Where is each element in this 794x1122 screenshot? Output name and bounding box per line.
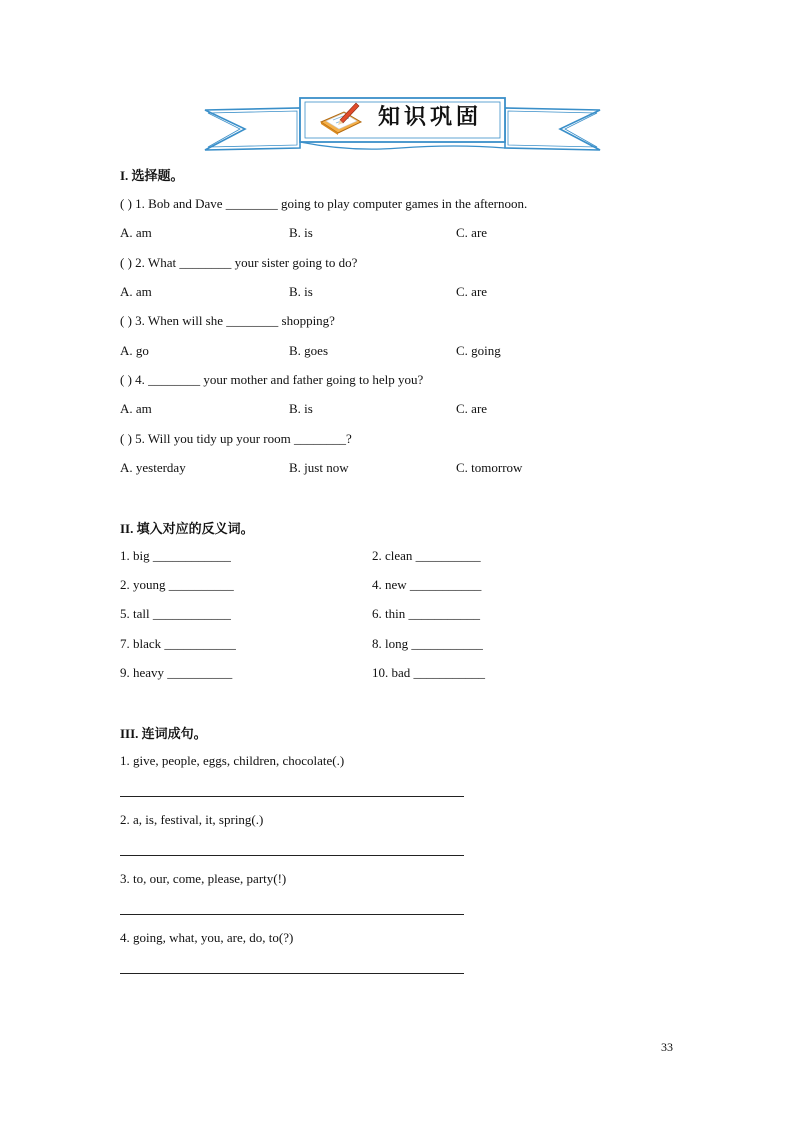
question-3: ( ) 3. When will she ________ shopping?: [120, 313, 335, 328]
notebook-pencil-icon: [318, 100, 364, 136]
option-a: A. am: [120, 284, 152, 299]
page-number: 33: [661, 1040, 673, 1054]
antonym-item: 6. thin ___________: [372, 606, 480, 621]
option-c: C. going: [456, 343, 501, 358]
option-c: C. are: [456, 284, 488, 299]
option-c: C. are: [456, 225, 488, 240]
antonym-item: 2. young __________: [120, 577, 234, 592]
option-a: A. am: [120, 401, 152, 416]
sentence-prompt-2: 2. a, is, festival, it, spring(.): [120, 812, 264, 827]
question-5: ( ) 5. Will you tidy up your room ________?: [120, 431, 352, 446]
option-a: A. am: [120, 225, 152, 240]
question-1: ( ) 1. Bob and Dave ________ going to play computer games in the afternoon.: [120, 196, 528, 211]
option-b: B. is: [289, 225, 313, 240]
option-b: B. is: [289, 401, 313, 416]
option-a: A. yesterday: [120, 460, 186, 475]
antonym-item: 7. black ___________: [120, 636, 236, 651]
antonym-item: 10. bad ___________: [372, 665, 486, 680]
option-c: C. are: [456, 401, 488, 416]
section-title-antonyms: II. 填入对应的反义词。: [120, 521, 254, 536]
answer-line: [120, 914, 464, 915]
option-b: B. is: [289, 284, 313, 299]
option-a: A. go: [120, 343, 149, 358]
antonym-item: 5. tall ____________: [120, 606, 231, 621]
section-title-sentence-building: III. 连词成句。: [120, 726, 207, 741]
question-4: ( ) 4. ________ your mother and father going to help you?: [120, 372, 424, 387]
sentence-prompt-1: 1. give, people, eggs, children, chocolate(.): [120, 753, 345, 768]
option-c: C. tomorrow: [456, 460, 523, 475]
sentence-prompt-3: 3. to, our, come, please, party(!): [120, 871, 287, 886]
answer-line: [120, 855, 464, 856]
antonym-item: 2. clean __________: [372, 548, 481, 563]
answer-line: [120, 796, 464, 797]
section-title-multiple-choice: I. 选择题。: [120, 168, 184, 183]
antonym-item: 1. big ____________: [120, 548, 231, 563]
question-2: ( ) 2. What ________ your sister going to do?: [120, 255, 358, 270]
sentence-prompt-4: 4. going, what, you, are, do, to(?): [120, 930, 294, 945]
option-b: B. just now: [289, 460, 349, 475]
antonym-item: 8. long ___________: [372, 636, 483, 651]
option-b: B. goes: [289, 343, 328, 358]
antonym-item: 4. new ___________: [372, 577, 482, 592]
answer-line: [120, 973, 464, 974]
antonym-item: 9. heavy __________: [120, 665, 233, 680]
banner-title: 知识巩固: [378, 104, 483, 130]
